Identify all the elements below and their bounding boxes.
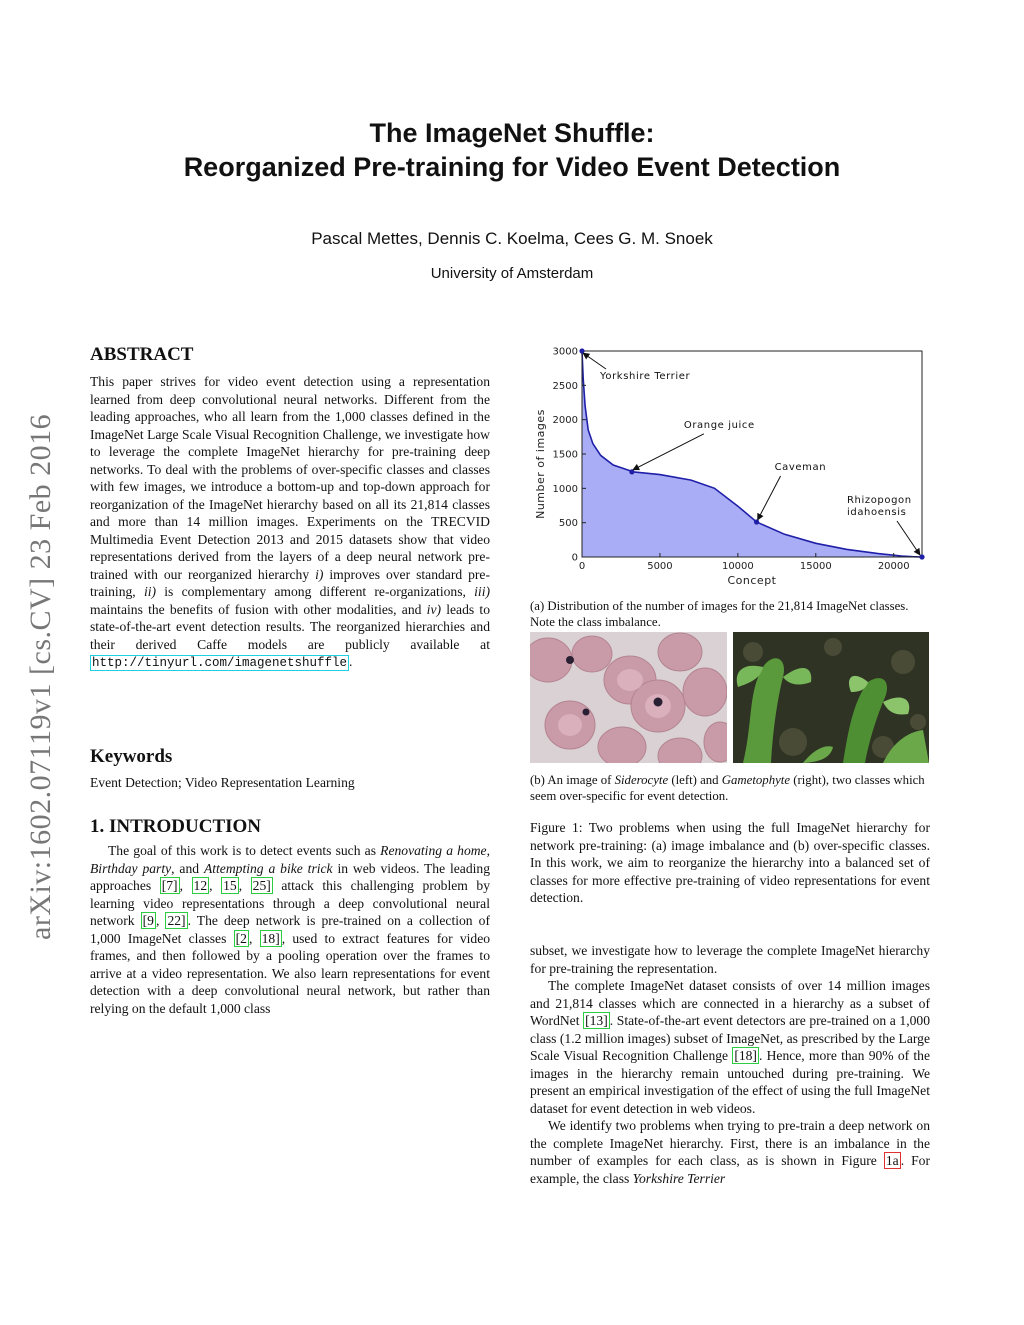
citation-link[interactable]: 22] [167,913,186,928]
arxiv-stamp: arXiv:1602.07119v1 [cs.CV] 23 Feb 2016 [24,413,57,940]
y-tick-label: 2000 [552,415,578,427]
annotation-arrow [583,353,606,369]
annotation-label: Caveman [774,461,827,473]
citation-link[interactable]: [7] [161,878,178,893]
figure-caption-b: (b) An image of Siderocyte (left) and Gametophyte (right), two classes which seem over-specific for event detection. [530,773,925,803]
annotation-label: idahoensis [847,507,907,518]
figure-caption-main: Figure 1: Two problems when using the full ImageNet hierarchy for network pre-training: (a) image imbalance and (b) over-specific classes. In this work, we aim to reorganize the hierarchy into a balanced set of classes for more effective pre-training of video representations for event detection. [530,820,930,905]
annotation-point [629,469,634,474]
annotation-point [919,554,924,559]
x-tick-label: 5000 [647,561,673,572]
x-tick-label: 20000 [877,561,910,572]
abstract-heading: ABSTRACT [90,344,194,365]
x-axis-label: Concept [727,574,777,587]
figure-caption-a: (a) Distribution of the number of images for the 21,814 ImageNet classes. Note the class imbalance. [530,599,909,629]
y-tick-label: 1000 [552,483,578,495]
siderocyte-image [530,632,727,763]
annotation-arrow [633,434,704,470]
project-url-link[interactable]: http://tinyurl.com/imagenetshuffle [92,656,348,670]
x-tick-label: 0 [578,561,586,572]
annotation-label: Rhizopogon [847,495,912,506]
paper-title-line1: The ImageNet Shuffle: [369,118,655,148]
authors: Pascal Mettes, Dennis C. Koelma, Cees G. M. Snoek [311,229,713,248]
x-tick-label: 10000 [721,561,754,572]
y-tick-label: 0 [571,552,578,564]
y-tick-label: 2500 [552,380,578,392]
paper-title-line2: Reorganized Pre-training for Video Event Detection [183,152,841,182]
y-tick-label: 1500 [552,449,578,461]
keywords-text: Event Detection; Video Representation Learning [90,775,355,790]
annotation-label: Orange juice [683,419,755,431]
y-tick-label: 500 [558,518,578,530]
keywords-heading: Keywords [90,746,173,767]
introduction-heading: 1. INTRODUCTION [90,816,262,837]
x-tick-label: 15000 [799,561,832,572]
citation-link[interactable]: 25] [252,878,271,893]
annotation-arrow [897,521,920,555]
abstract-body: This paper strives for video event detection using a representation learned from deep convolutional neural networks. Different from the leading approaches, who all learn from the 1,000 classes defined in the ImageNet Large Scale Visual Recognition Challenge, we investigate how to leverage the complete ImageNet hierarchy for pre-training deep networks. To deal with the problems of over-specific classes and classes with few images, we introduce a bottom-up and top-down approach for reorganization of the ImageNet hierarchy based on all its 21,814 classes and more than 14 million images. Experiments on the TRECVID Multimedia Event Detection 2013 and 2015 datasets show that video representations derived from the layers of a deep neural network pre-trained with our reorganized hierarchy i) improves over standard pre-training, ii) is complementary among different re-organizations, iii) maintains the benefits of fusion with other modalities, and iv) leads to state-of-the-art event detection results. The reorganized hierarchies and their derived Caffe models are publicly available at http://tinyurl.com/imagenetshuffle . [90,374,490,670]
image-distribution-chart [528,345,934,590]
annotation-point [579,348,584,353]
citation-link[interactable]: 18] [261,930,280,946]
y-axis-label: Number of images [534,409,547,519]
citation-link[interactable]: [2 [235,930,247,946]
y-tick-label: 3000 [552,346,578,358]
introduction-body: The goal of this work is to detect events such as Renovating a home, Birthday party, and Attempting a bike trick in web videos. The leading approaches [7] , 12 , 15 , 25] attack this challenging problem by learning video representations through a deep convolutional neural network [9 , 22] . The deep network is pre-trained on a collection of 1,000 ImageNet classes [2 , 18] , used to extract features for video frames, and then followed by a pooling operation over the frames to arrive at a video representation. We also learn representations for event detection with a deep convolutional neural network, but rather than relying on the default 1,000 class [90,843,491,1016]
introduction-body-continued: subset, we investigate how to leverage the complete ImageNet hierarchy for pre-training the representation. The complete ImageNet dataset consists of over 14 million images and 21,814 classes which are connected in a hierarchy as a subset of WordNet [13] . State-of-the-art event detectors are pre-trained on a 1,000 class (1.2 million images) subset of ImageNet, as prescribed by the Large Scale Visual Recognition Challenge [18] . Hence, more than 90% of the images in the hierarchy remain untouched during pre-training. We present an empirical investigation of the effect of using the full ImageNet dataset for event detection in web videos. We identify two problems when trying to pre-train a deep network on the complete ImageNet hierarchy. First, there is an imbalance in the number of examples for each class, as is shown in Figure 1a . For example, the class Yorkshire Terrier [530,943,930,1186]
citation-link[interactable]: 15 [223,878,237,893]
affiliation: University of Amsterdam [430,265,594,282]
figure-reference-link[interactable]: 1a [885,1153,899,1168]
annotation-arrow [758,476,781,520]
citation-link[interactable]: [18] [734,1048,757,1063]
annotation-point [754,519,759,524]
citation-link[interactable]: [9 [142,913,154,928]
citation-link[interactable]: [13] [585,1013,608,1028]
annotation-label: Yorkshire Terrier [600,371,691,382]
gametophyte-image [733,632,929,763]
citation-link[interactable]: 12 [193,878,208,893]
